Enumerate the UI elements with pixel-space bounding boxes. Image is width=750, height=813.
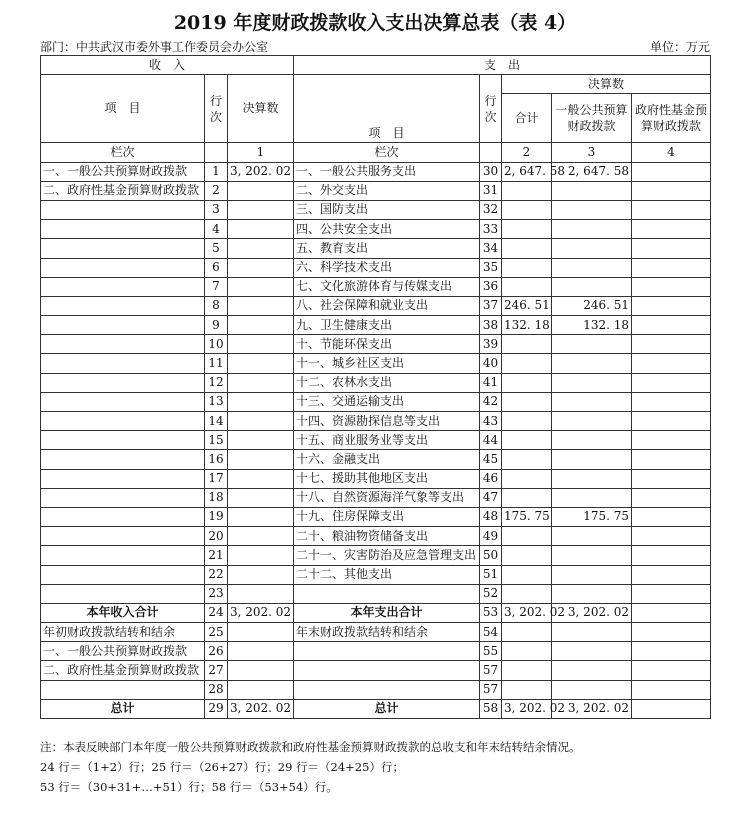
cell-ex-total: [502, 546, 552, 565]
begin-carryover-label: 年初财政拨款结转和结余: [41, 623, 205, 642]
footnotes: [40, 737, 581, 797]
cell-ex-no: 52: [480, 584, 502, 603]
cell-ex-item: 十六、金融支出: [294, 450, 480, 469]
cell-ex-gen: [552, 546, 632, 565]
table-row: [41, 392, 711, 411]
cell-in-val: [228, 296, 294, 315]
cell-in-val: [228, 546, 294, 565]
cell-ex-gen: [552, 373, 632, 392]
cell-ex-gen: 246. 51: [552, 296, 632, 315]
cell-ex-fund: [632, 335, 711, 354]
expense-header: 支 出: [294, 56, 711, 75]
cell-in-val: [228, 412, 294, 431]
cell-ex-item: 四、公共安全支出: [294, 220, 480, 239]
cell-ex-fund: [632, 450, 711, 469]
cell-in-val: [228, 565, 294, 584]
cell-in-no: 4: [205, 220, 228, 239]
cell-ex-total: [502, 527, 552, 546]
cell-ex-item: 十、节能环保支出: [294, 335, 480, 354]
row-no: 25: [205, 623, 228, 642]
cell-ex-item: 五、教育支出: [294, 239, 480, 258]
cell-ex-item: 二十、粮油物资储备支出: [294, 527, 480, 546]
cell-ex-total: [502, 258, 552, 277]
cell-in-no: 9: [205, 316, 228, 335]
cell-ex-total: [502, 335, 552, 354]
table-row: [41, 296, 711, 315]
table-row: [41, 527, 711, 546]
col-index-2: 2: [502, 143, 552, 162]
cell-ex-no: 49: [480, 527, 502, 546]
cell-ex-fund: [632, 296, 711, 315]
cell-ex-total: [502, 450, 552, 469]
unit-label: 单位：万元: [649, 40, 710, 54]
year-total-row: [41, 603, 711, 622]
carryover-row: [41, 623, 711, 642]
row-no: 27: [205, 661, 228, 680]
cell-in-item: [41, 431, 205, 450]
cell-ex-item: 八、社会保障和就业支出: [294, 296, 480, 315]
table-row: [41, 220, 711, 239]
cell-ex-no: 48: [480, 507, 502, 526]
table-row: [41, 316, 711, 335]
cell-in-item: [41, 507, 205, 526]
income-year-total-value: 3, 202. 02: [228, 603, 294, 622]
cell-ex-no: 36: [480, 277, 502, 296]
cell-ex-fund: [632, 258, 711, 277]
cell-in-no: 19: [205, 507, 228, 526]
cell-ex-no: 38: [480, 316, 502, 335]
cell-ex-gen: [552, 412, 632, 431]
cell-ex-no: 42: [480, 392, 502, 411]
cell-ex-item: 一、一般公共服务支出: [294, 162, 480, 181]
income-amount-header: 决算数: [228, 75, 294, 143]
cell-in-val: [228, 431, 294, 450]
table-row: [41, 507, 711, 526]
expense-lanci-label: 栏次: [294, 143, 480, 162]
table-row: [41, 469, 711, 488]
cell-ex-no: 39: [480, 335, 502, 354]
expense-amount-group-header: 决算数: [502, 75, 711, 94]
cell-ex-total: 246. 51: [502, 296, 552, 315]
row-no: 54: [480, 623, 502, 642]
cell-ex-fund: [632, 239, 711, 258]
cell-in-no: 20: [205, 527, 228, 546]
income-grand-total-label: 总计: [41, 699, 205, 718]
expense-grand-general-value: 3, 202. 02: [552, 699, 632, 718]
report-title: 2019 年度财政拨款收入支出决算总表（表 4）: [173, 12, 577, 34]
cell-ex-total: [502, 220, 552, 239]
cell-ex-item: 十四、资源勘探信息等支出: [294, 412, 480, 431]
cell-ex-no: 45: [480, 450, 502, 469]
cell-in-val: [228, 200, 294, 219]
cell-ex-total: [502, 181, 552, 200]
income-header: 收 入: [41, 56, 294, 75]
cell-in-no: 6: [205, 258, 228, 277]
table-row: [41, 335, 711, 354]
cell-in-item: [41, 220, 205, 239]
cell-ex-no: 40: [480, 354, 502, 373]
cell-ex-fund: [632, 316, 711, 335]
cell-ex-total: [502, 373, 552, 392]
cell-ex-gen: [552, 258, 632, 277]
cell-in-item: [41, 527, 205, 546]
income-year-total-label: 本年收入合计: [41, 603, 205, 622]
cell-ex-no: 47: [480, 488, 502, 507]
expense-row-no-header: 行次: [480, 75, 502, 143]
cell-ex-fund: [632, 200, 711, 219]
cell-in-item: [41, 373, 205, 392]
cell-ex-item: 二十一、灾害防治及应急管理支出: [294, 546, 480, 565]
table-row: [41, 258, 711, 277]
cell-ex-gen: [552, 392, 632, 411]
cell-ex-fund: [632, 412, 711, 431]
cell-in-no: 14: [205, 412, 228, 431]
table-row: [41, 488, 711, 507]
cell-in-no: 3: [205, 200, 228, 219]
expense-year-total-value: 3, 202. 02: [502, 603, 552, 622]
cell-in-no: 16: [205, 450, 228, 469]
cell-ex-total: 2, 647. 58: [502, 162, 552, 181]
income-grand-total-value: 3, 202. 02: [228, 699, 294, 718]
budget-summary-table: [40, 55, 711, 719]
cell-ex-item: 十九、住房保障支出: [294, 507, 480, 526]
cell-in-item: [41, 546, 205, 565]
cell-in-val: [228, 450, 294, 469]
cell-ex-gen: [552, 239, 632, 258]
cell-ex-total: 175. 75: [502, 507, 552, 526]
cell-ex-gen: 2, 647. 58: [552, 162, 632, 181]
cell-in-no: 7: [205, 277, 228, 296]
cell-in-item: [41, 258, 205, 277]
cell-ex-item: 十五、商业服务业等支出: [294, 431, 480, 450]
col-index-3: 3: [552, 143, 632, 162]
income-item-header: 项 目: [41, 75, 205, 143]
cell-ex-no: 33: [480, 220, 502, 239]
cell-ex-total: [502, 584, 552, 603]
cell-in-val: [228, 277, 294, 296]
cell-ex-total: [502, 200, 552, 219]
cell-ex-total: [502, 431, 552, 450]
cell-ex-no: 35: [480, 258, 502, 277]
income-lanci-label: 栏次: [41, 143, 205, 162]
cell-ex-fund: [632, 373, 711, 392]
cell-in-val: [228, 469, 294, 488]
table-row: [41, 354, 711, 373]
note-line: 24 行＝（1+2）行；25 行＝（26+27）行；29 行＝（24+25）行；: [40, 760, 404, 774]
cell-in-item: [41, 354, 205, 373]
cell-ex-fund: [632, 507, 711, 526]
cell-ex-no: 46: [480, 469, 502, 488]
cell-ex-total: 132. 18: [502, 316, 552, 335]
cell-in-val: 3, 202. 02: [228, 162, 294, 181]
cell-ex-gen: [552, 354, 632, 373]
cell-ex-no: 37: [480, 296, 502, 315]
cell-ex-fund: [632, 181, 711, 200]
cell-in-val: [228, 373, 294, 392]
cell-in-item: [41, 200, 205, 219]
cell-ex-fund: [632, 392, 711, 411]
cell-ex-item: 十三、交通运输支出: [294, 392, 480, 411]
cell-ex-gen: [552, 450, 632, 469]
row-no: 24: [205, 603, 228, 622]
table-row: [41, 450, 711, 469]
column-index-row: [41, 143, 711, 162]
cell-ex-item: 十一、城乡社区支出: [294, 354, 480, 373]
table-row: [41, 431, 711, 450]
cell-ex-fund: [632, 220, 711, 239]
end-carryover-label: 年末财政拨款结转和结余: [294, 623, 480, 642]
cell-in-val: [228, 392, 294, 411]
cell-ex-fund: [632, 431, 711, 450]
cell-in-no: 11: [205, 354, 228, 373]
cell-ex-total: [502, 239, 552, 258]
cell-in-no: 10: [205, 335, 228, 354]
begin-general-label: 一、一般公共预算财政拨款: [41, 642, 205, 661]
cell-ex-no: 30: [480, 162, 502, 181]
cell-in-val: [228, 488, 294, 507]
cell-ex-fund: [632, 162, 711, 181]
cell-in-no: 12: [205, 373, 228, 392]
cell-in-item: 二、政府性基金预算财政拨款: [41, 181, 205, 200]
row-no: 53: [480, 603, 502, 622]
cell-in-item: [41, 392, 205, 411]
cell-in-item: [41, 335, 205, 354]
table-row: [41, 239, 711, 258]
cell-in-no: 15: [205, 431, 228, 450]
cell-ex-no: 31: [480, 181, 502, 200]
gov-fund-header: 政府性基金预算财政拨款: [632, 94, 711, 143]
cell-ex-no: 32: [480, 200, 502, 219]
carryover-fund-row: [41, 661, 711, 680]
cell-ex-total: [502, 469, 552, 488]
cell-ex-item: 七、文化旅游体育与传媒支出: [294, 277, 480, 296]
table-row: [41, 546, 711, 565]
cell-ex-gen: [552, 335, 632, 354]
expense-grand-total-value: 3, 202. 02: [502, 699, 552, 718]
cell-ex-gen: [552, 220, 632, 239]
cell-ex-item: 二、外交支出: [294, 181, 480, 200]
expense-year-total-label: 本年支出合计: [294, 603, 480, 622]
cell-ex-total: [502, 277, 552, 296]
cell-ex-total: [502, 392, 552, 411]
cell-ex-fund: [632, 469, 711, 488]
header-row-1: [41, 56, 711, 75]
cell-in-val: [228, 507, 294, 526]
row-no: 58: [480, 699, 502, 718]
cell-ex-item: 三、国防支出: [294, 200, 480, 219]
cell-in-no: 23: [205, 584, 228, 603]
cell-ex-total: [502, 565, 552, 584]
cell-in-val: [228, 527, 294, 546]
cell-in-no: 1: [205, 162, 228, 181]
cell-ex-total: [502, 354, 552, 373]
cell-in-val: [228, 220, 294, 239]
row-no: 57: [480, 661, 502, 680]
cell-ex-gen: 175. 75: [552, 507, 632, 526]
table-row: [41, 200, 711, 219]
cell-in-item: [41, 565, 205, 584]
row-no: 26: [205, 642, 228, 661]
cell-in-item: [41, 584, 205, 603]
expense-item-header: 项 目: [294, 75, 480, 143]
cell-ex-fund: [632, 277, 711, 296]
general-budget-header: 一般公共预算财政拨款: [552, 94, 632, 143]
row-no: 55: [480, 642, 502, 661]
table-row: [41, 162, 711, 181]
cell-in-no: 22: [205, 565, 228, 584]
header-row-2: [41, 75, 711, 94]
table-row: [41, 277, 711, 296]
cell-in-item: [41, 296, 205, 315]
cell-ex-item: 二十二、其他支出: [294, 565, 480, 584]
cell-in-no: 5: [205, 239, 228, 258]
cell-in-no: 2: [205, 181, 228, 200]
row-no: 29: [205, 699, 228, 718]
income-row-no-header: 行次: [205, 75, 228, 143]
cell-in-val: [228, 335, 294, 354]
cell-in-item: [41, 488, 205, 507]
table-row: [41, 565, 711, 584]
cell-ex-fund: [632, 584, 711, 603]
cell-in-item: [41, 469, 205, 488]
note-line: 53 行＝（30+31+…+51）行；58 行＝（53+54）行。: [40, 780, 338, 794]
cell-ex-item: 十七、援助其他地区支出: [294, 469, 480, 488]
cell-in-no: 17: [205, 469, 228, 488]
cell-in-no: 21: [205, 546, 228, 565]
cell-in-item: [41, 450, 205, 469]
cell-ex-item: [294, 584, 480, 603]
cell-ex-item: 十八、自然资源海洋气象等支出: [294, 488, 480, 507]
col-index-4: 4: [632, 143, 711, 162]
cell-ex-gen: [552, 277, 632, 296]
cell-ex-no: 50: [480, 546, 502, 565]
col-index-1: 1: [228, 143, 294, 162]
cell-in-item: [41, 412, 205, 431]
cell-ex-fund: [632, 565, 711, 584]
table-row: [41, 181, 711, 200]
note-line: 注：本表反映部门本年度一般公共预算财政拨款和政府性基金预算财政拨款的总收支和年末结转结余情况。: [40, 740, 581, 754]
cell-in-item: [41, 239, 205, 258]
cell-in-val: [228, 354, 294, 373]
cell-ex-item: 六、科学技术支出: [294, 258, 480, 277]
cell-in-val: [228, 584, 294, 603]
cell-in-no: 13: [205, 392, 228, 411]
cell-ex-gen: [552, 584, 632, 603]
table-row: [41, 412, 711, 431]
cell-in-val: [228, 239, 294, 258]
cell-ex-gen: [552, 527, 632, 546]
cell-in-no: 8: [205, 296, 228, 315]
cell-in-item: [41, 277, 205, 296]
cell-ex-gen: 132. 18: [552, 316, 632, 335]
row-no: 57: [480, 680, 502, 699]
cell-ex-no: 41: [480, 373, 502, 392]
cell-ex-fund: [632, 527, 711, 546]
grand-total-row: [41, 699, 711, 718]
cell-ex-gen: [552, 181, 632, 200]
cell-ex-fund: [632, 488, 711, 507]
cell-ex-item: 十二、农林水支出: [294, 373, 480, 392]
table-row: [41, 373, 711, 392]
cell-in-no: 18: [205, 488, 228, 507]
cell-in-val: [228, 258, 294, 277]
cell-ex-no: 51: [480, 565, 502, 584]
cell-in-val: [228, 181, 294, 200]
cell-ex-no: 44: [480, 431, 502, 450]
cell-ex-gen: [552, 431, 632, 450]
cell-in-item: 一、一般公共预算财政拨款: [41, 162, 205, 181]
total-header: 合计: [502, 94, 552, 143]
cell-ex-item: 九、卫生健康支出: [294, 316, 480, 335]
cell-ex-fund: [632, 354, 711, 373]
cell-ex-gen: [552, 469, 632, 488]
cell-in-item: [41, 316, 205, 335]
expense-grand-total-label: 总计: [294, 699, 480, 718]
cell-ex-no: 34: [480, 239, 502, 258]
cell-ex-gen: [552, 565, 632, 584]
cell-ex-total: [502, 412, 552, 431]
cell-in-val: [228, 316, 294, 335]
row-no: 28: [205, 680, 228, 699]
cell-ex-fund: [632, 546, 711, 565]
cell-ex-gen: [552, 200, 632, 219]
cell-ex-gen: [552, 488, 632, 507]
begin-fund-label: 二、政府性基金预算财政拨款: [41, 661, 205, 680]
expense-year-general-value: 3, 202. 02: [552, 603, 632, 622]
blank-row: [41, 680, 711, 699]
cell-ex-no: 43: [480, 412, 502, 431]
table-row: [41, 584, 711, 603]
carryover-general-row: [41, 642, 711, 661]
cell-ex-total: [502, 488, 552, 507]
department-label: 部门：中共武汉市委外事工作委员会办公室: [40, 40, 269, 54]
